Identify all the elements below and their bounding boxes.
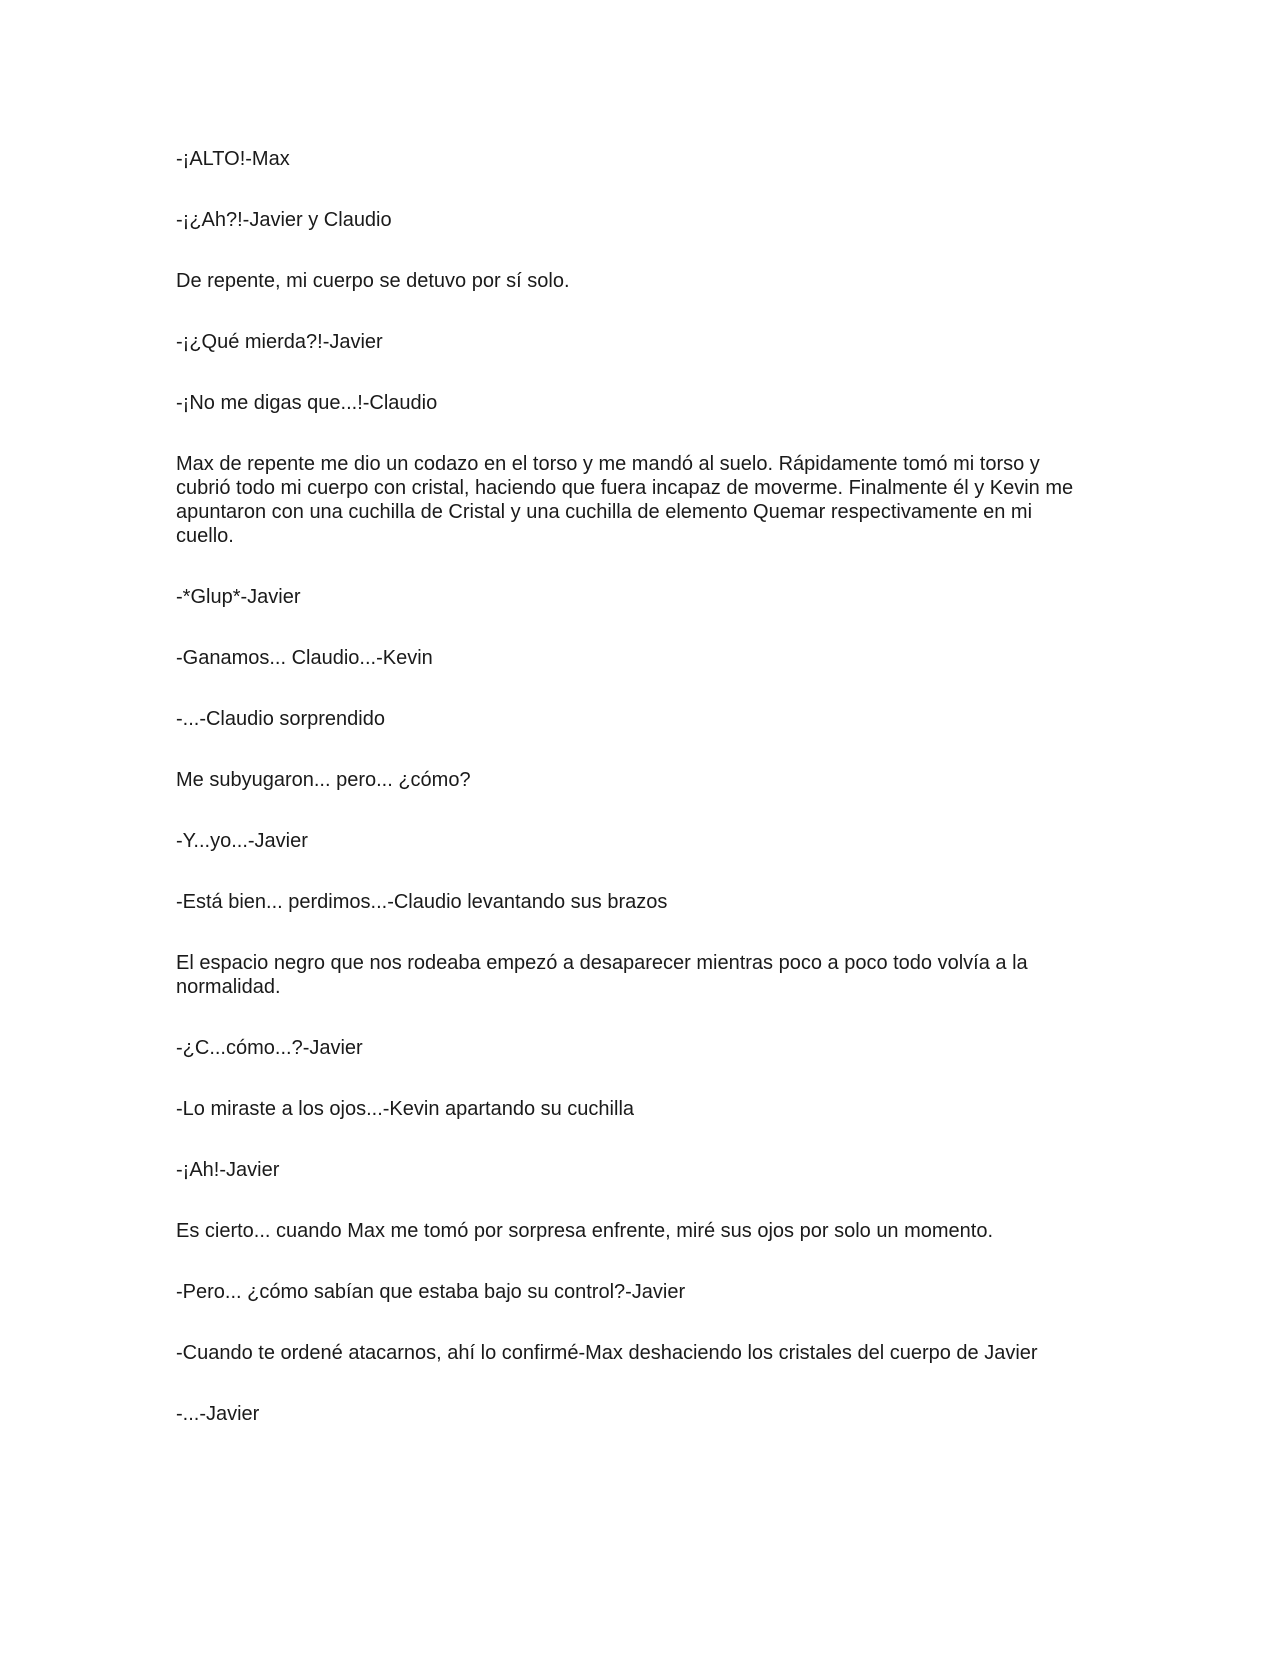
paragraph-11: -Y...yo...-Javier	[176, 830, 308, 852]
paragraph-3: De repente, mi cuerpo se detuvo por sí solo.	[176, 270, 570, 292]
paragraph-16: -¡Ah!-Javier	[176, 1159, 280, 1181]
paragraph-10: Me subyugaron... pero... ¿cómo?	[176, 769, 471, 791]
paragraph-19: -Cuando te ordené atacarnos, ahí lo confirmé-Max deshaciendo los cristales del cuerpo de Javier	[176, 1342, 1038, 1364]
paragraph-6: Max de repente me dio un codazo en el torso y me mandó al suelo. Rápidamente tomó mi torso y cubrió todo mi cuerpo con cristal, haciendo que fuera incapaz de moverme. Finalmente él y Kevin me apuntaron con una cuchilla de Cristal y una cuchilla de elemento Quemar respectivamente en mi cuello.	[176, 453, 1074, 547]
paragraph-9: -...-Claudio sorprendido	[176, 708, 385, 730]
paragraph-17: Es cierto... cuando Max me tomó por sorpresa enfrente, miré sus ojos por solo un momento.	[176, 1220, 994, 1242]
paragraph-13: El espacio negro que nos rodeaba empezó a desaparecer mientras poco a poco todo volvía a la normalidad.	[176, 952, 1028, 998]
paragraph-5: -¡No me digas que...!-Claudio	[176, 392, 438, 414]
paragraph-20: -...-Javier	[176, 1403, 260, 1425]
document-body	[176, 147, 1081, 1463]
paragraph-4: -¡¿Qué mierda?!-Javier	[176, 331, 383, 353]
paragraph-2: -¡¿Ah?!-Javier y Claudio	[176, 209, 392, 231]
paragraph-14: -¿C...cómo...?-Javier	[176, 1037, 363, 1059]
paragraph-1: -¡ALTO!-Max	[176, 148, 290, 170]
paragraph-8: -Ganamos... Claudio...-Kevin	[176, 647, 433, 669]
paragraph-15: -Lo miraste a los ojos...-Kevin apartando su cuchilla	[176, 1098, 635, 1120]
paragraph-12: -Está bien... perdimos...-Claudio levantando sus brazos	[176, 891, 668, 913]
paragraph-18: -Pero... ¿cómo sabían que estaba bajo su control?-Javier	[176, 1281, 686, 1303]
paragraph-7: -*Glup*-Javier	[176, 586, 301, 608]
